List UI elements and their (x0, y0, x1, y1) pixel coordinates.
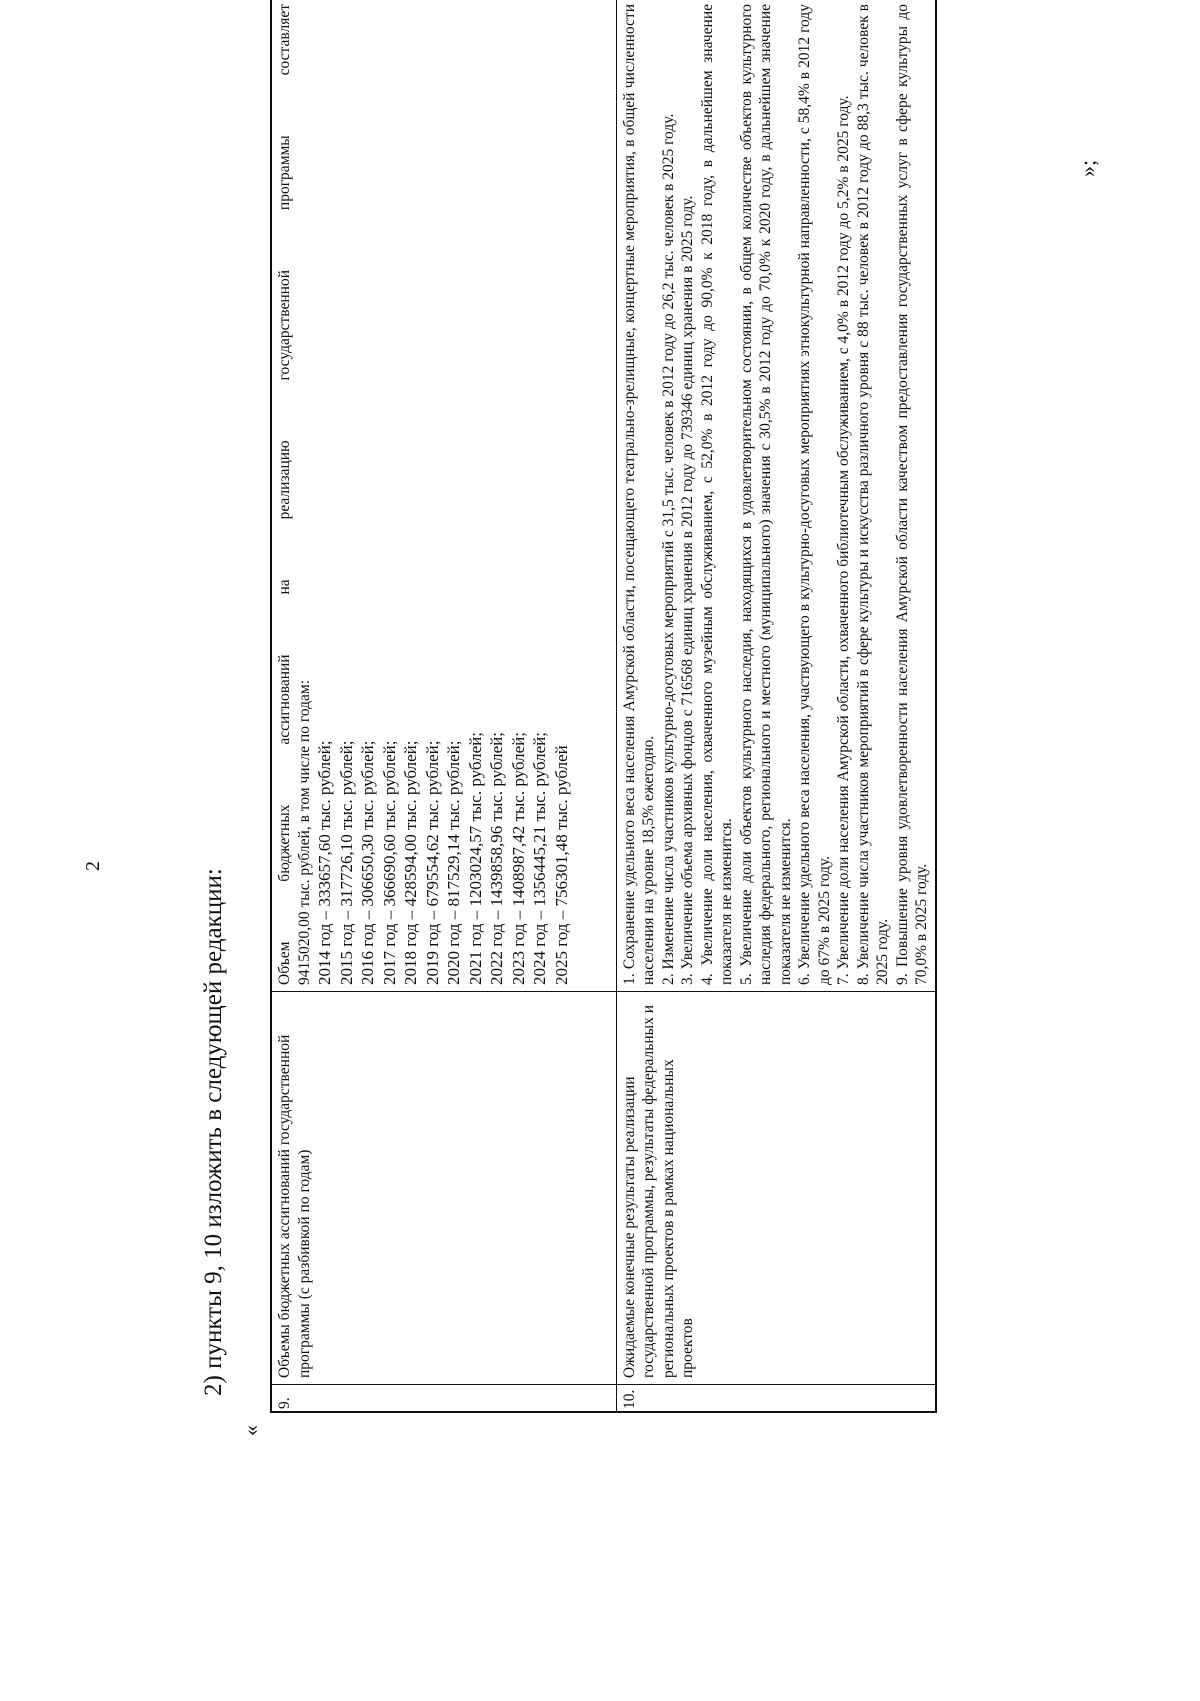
row-number: 10. (616, 1385, 936, 1413)
row-label: Объемы бюджетных ассигнований государственной программы (с разбивкой по годам) (271, 992, 616, 1385)
page-number: 2 (82, 861, 104, 871)
budget-year-item: 2016 год – 306650,30 тыс. рублей; (358, 740, 377, 985)
budget-year-item: 2018 год – 428594,00 тыс. рублей; (401, 740, 420, 985)
budget-year-item: 2019 год – 679554,62 тыс. рублей; (422, 740, 442, 985)
program-passport-table (270, 0, 937, 1413)
budget-year-item: 2014 год – 333657,60 тыс. рублей; (315, 740, 334, 985)
table-row (616, 0, 936, 1412)
budget-intro-line: Объем бюджетных ассигнований на реализацию государственной программы составляет (276, 4, 293, 985)
result-item: 4. Увеличение доли населения, охваченного музейным обслуживанием, с 52,0% в 2012 году до 90,0% к 2018 году, в дальнейшем значение показателя не изменится. (698, 4, 735, 985)
budget-year-item: 2021 год – 1203024,57 тыс. рублей; (465, 732, 485, 985)
budget-year-item: 2024 год – 1356445,21 тыс. рублей; (530, 732, 549, 985)
table-row (271, 0, 616, 1412)
budget-cell (271, 0, 616, 992)
budget-year-item: 2023 год – 1408987,42 тыс. рублей; (508, 732, 528, 985)
result-item: 2. Изменение числа участников культурно-досуговых мероприятий с 31,5 тыс. человек в 2012 году до 26,2 тыс. человек в 2025 году. (659, 113, 677, 985)
opening-quote: « (238, 1425, 263, 1436)
budget-year-item: 2020 год – 817529,14 тыс. рублей; (444, 740, 463, 985)
budget-year-item: 2025 год – 756301,48 тыс. рублей (551, 745, 571, 985)
budget-year-item: 2017 год – 366690,60 тыс. рублей; (379, 740, 399, 985)
result-item: 5. Увеличение доли объектов культурного наследия, находящихся в удовлетворительном состоянии, в общем количестве объектов культурного наследия федерального, регионального и местного (муниципального) значения с 30,5% в 2012 году до 70,0% к 2020 году, в дальнейшем значение показателя не изменится. (737, 4, 794, 985)
row-number: 9. (271, 1385, 616, 1413)
amendment-heading: 2) пункты 9, 10 изложить в следующей редакции: (200, 868, 227, 1396)
result-item: 6. Увеличение удельного веса населения, участвующего в культурно-досуговых мероприятиях этнокультурной направленности, с 58,4% в 2012 году до 67% в 2025 году. (796, 4, 833, 985)
result-item: 3. Увеличение объема архивных фондов с 716568 единиц хранения в 2012 году до 739346 единиц хранения в 2025 году. (679, 195, 696, 985)
result-item: 7. Увеличение доли населения Амурской области, охваченного библиотечным обслуживанием, с 4,0% в 2012 году до 5,2% в 2025 году. (835, 95, 852, 985)
result-item: 8. Увеличение числа участников мероприятий в сфере культуры и искусства различного уровня с 88 тыс. человек в 2012 году до 88,3 тыс. человек в 2025 году. (854, 4, 891, 985)
result-item: 1. Сохранение удельного веса населения Амурской области, посещающего театрально-зрелищные, концертные мероприятия, в общей численности населения на уровне 18,5% ежегодно. (620, 4, 657, 985)
closing-quote: »; (1075, 159, 1100, 177)
results-cell (616, 0, 936, 992)
budget-year-item: 2015 год – 317726,10 тыс. рублей; (336, 740, 356, 985)
budget-year-item: 2022 год – 1439858,96 тыс. рублей; (487, 732, 506, 985)
result-item: 9. Повышение уровня удовлетворенности населения Амурской области качеством предоставления государственных услуг в сфере культуры до 70,0% в 2025 году. (893, 4, 930, 985)
row-label: Ожидаемые конечные результаты реализации государственной программы, результаты федеральных и региональных проектов в рамках национальных проектов (616, 992, 936, 1385)
budget-intro-line: 9415020,00 тыс. рублей, в том числе по годам: (295, 679, 313, 985)
